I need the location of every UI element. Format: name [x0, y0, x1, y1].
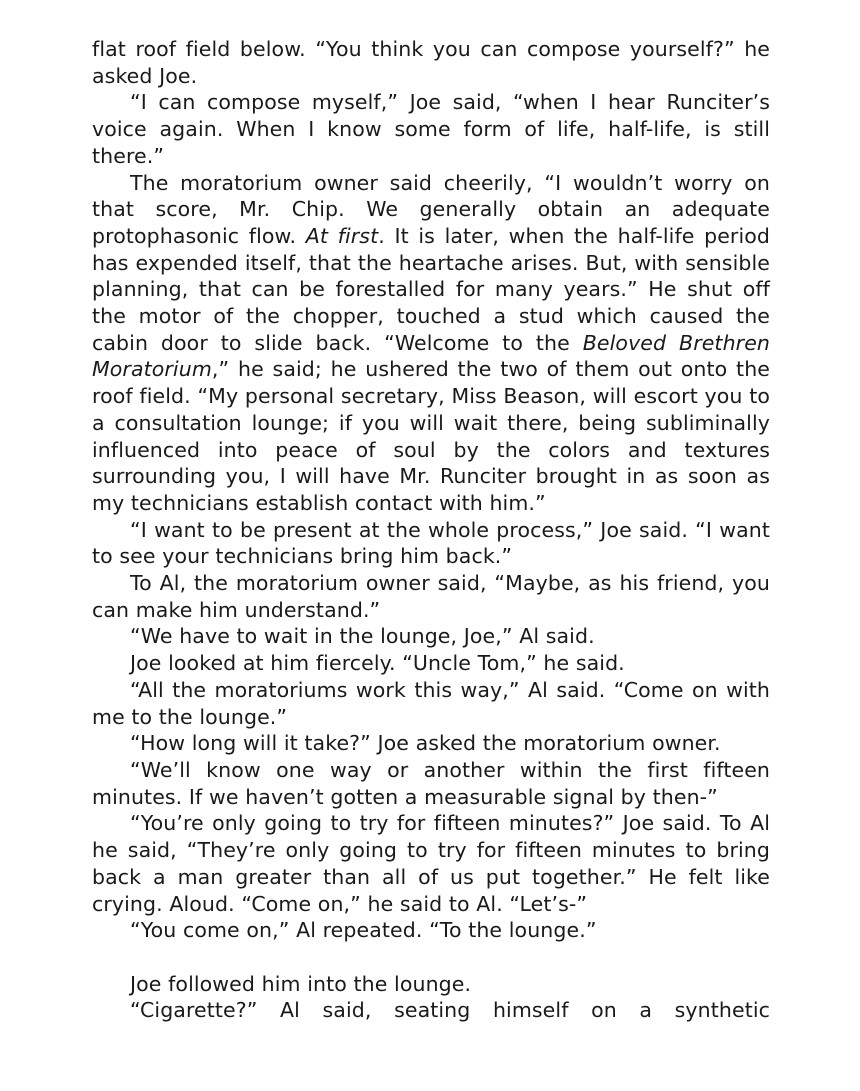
- document-page: [92, 36, 770, 1024]
- section-break: [92, 944, 770, 971]
- text-run: To Al, the moratorium owner said, “Maybe, as his friend, you can make him understand.”: [92, 571, 770, 622]
- text-run: “You come on,” Al repeated. “To the lounge.”: [130, 918, 597, 943]
- italic-text-run: Beloved Brethren Moratorium: [92, 330, 770, 382]
- text-run: ,” he said; he ushered the two of them out onto the roof field. “My personal secretary, Miss Beason, will escort you to a consultation lounge; if you will wait there, being subliminally influenced into peace of soul by the colors and textures surrounding you, I will have Mr. Runciter brought in as soon as my technicians establish contact with him.”: [92, 357, 770, 515]
- paragraph: [92, 570, 770, 623]
- paragraph: [92, 650, 770, 677]
- paragraph: [92, 730, 770, 757]
- text-run: flat roof field below. “You think you can compose yourself?” he asked Joe.: [92, 37, 770, 88]
- italic-text-run: At first: [305, 223, 379, 248]
- paragraph: [92, 170, 770, 517]
- paragraph: [92, 757, 770, 810]
- text-run: . It is later, when the half-life period has expended itself, that the heartache arises. But, with sensible planning, that can be forestalled for many years.” He shut off the motor of the chopper, touched a stud which caused the cabin door to slide back. “Welcome to the: [92, 223, 771, 355]
- text-run: “All the moratoriums work this way,” Al said. “Come on with me to the lounge.”: [92, 677, 770, 729]
- text-run: “I can compose myself,” Joe said, “when I hear Runciter’s voice again. When I know some form of life, half-life, is still there.”: [92, 90, 770, 168]
- text-run: “We’ll know one way or another within the first fifteen minutes. If we haven’t gotten a measurable signal by then-”: [92, 757, 770, 809]
- text-run: “You’re only going to try for fifteen minutes?” Joe said. To Al he said, “They’re only going to try for fifteen minutes to bring back a man greater than all of us put together.” He felt like crying. Aloud. “Come on,” he said to Al. “Let’s-”: [92, 811, 770, 916]
- paragraph: [92, 810, 770, 917]
- paragraph: [92, 917, 770, 944]
- text-run: “I want to be present at the whole process,” Joe said. “I want to see your technicians bring him back.”: [92, 517, 770, 569]
- text-run: “We have to wait in the lounge, Joe,” Al said.: [130, 624, 595, 649]
- paragraph: [92, 997, 770, 1024]
- paragraph: [92, 971, 770, 998]
- text-run: Joe looked at him fiercely. “Uncle Tom,” he said.: [130, 651, 625, 676]
- text-run: “How long will it take?” Joe asked the moratorium owner.: [130, 731, 721, 756]
- text-run: The moratorium owner said cheerily, “I wouldn’t worry on that score, Mr. Chip. We generally obtain an adequate protophasonic flow.: [92, 170, 770, 248]
- text-run: “Cigarette?” Al said, seating himself on a synthetic: [130, 998, 770, 1023]
- paragraph: [92, 677, 770, 730]
- paragraph: [92, 517, 770, 570]
- paragraph: [92, 89, 770, 169]
- paragraph: [92, 623, 770, 650]
- paragraph: [92, 36, 770, 89]
- text-run: Joe followed him into the lounge.: [130, 971, 472, 996]
